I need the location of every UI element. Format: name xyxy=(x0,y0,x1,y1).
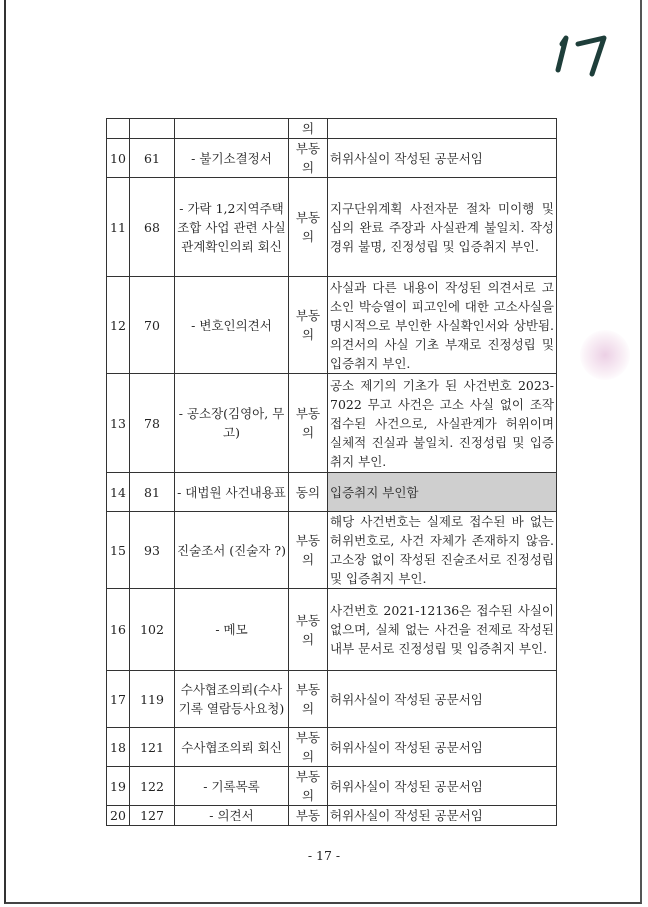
table-row xyxy=(107,806,557,826)
cell-page: 102 xyxy=(130,589,175,671)
page-number: - 17 - xyxy=(307,848,341,863)
cell-status: 부동의 xyxy=(289,178,328,277)
cell-no: 14 xyxy=(107,473,130,512)
table-row xyxy=(107,767,557,806)
cell-page: 121 xyxy=(130,728,175,767)
cell-title: 수사협조의뢰 회신 xyxy=(175,728,289,767)
cell-page: 78 xyxy=(130,374,175,473)
cell-title: - 기록목록 xyxy=(175,767,289,806)
cell-page: 61 xyxy=(130,139,175,178)
cell-reason: 허위사실이 작성된 공문서임 xyxy=(328,671,557,728)
cell-no: 16 xyxy=(107,589,130,671)
cell-status: 동의 xyxy=(289,473,328,512)
cell-status: 부동의 xyxy=(289,374,328,473)
cell-status: 부동의 xyxy=(289,728,328,767)
cell-title: - 대법원 사건내용표 xyxy=(175,473,289,512)
evidence-table xyxy=(106,118,557,826)
cell-reason: 허위사실이 작성된 공문서임 xyxy=(328,806,557,826)
cell-title: - 의견서 xyxy=(175,806,289,826)
cell-reason: 사실과 다른 내용이 작성된 의견서로 고소인 박승열이 피고인에 대한 고소사실을 명시적으로 부인한 사실확인서와 상반됨. 의견서의 사실 기초 부재로 진정성립 및 입증취지 부인. xyxy=(328,277,557,374)
table-row xyxy=(107,139,557,178)
cell-page: 81 xyxy=(130,473,175,512)
cell-title: 진술조서 (진술자 ?) xyxy=(175,512,289,589)
table-row xyxy=(107,277,557,374)
cell-page: 70 xyxy=(130,277,175,374)
table-row-partial xyxy=(107,119,557,139)
table-row xyxy=(107,512,557,589)
cell-status: 부동의 xyxy=(289,767,328,806)
cell-no: 12 xyxy=(107,277,130,374)
cell-status: 부동의 xyxy=(289,512,328,589)
cell-reason: 입증취지 부인함 xyxy=(328,473,557,512)
cell-title: - 메모 xyxy=(175,589,289,671)
cell-page xyxy=(130,119,175,139)
cell-reason xyxy=(328,119,557,139)
cell-reason: 공소 제기의 기초가 된 사건번호 2023-7022 무고 사건은 고소 사실 없이 조작 접수된 사건으로, 사실관계가 허위이며 실체적 진실과 불일치. 진정성립 및 입증취지 부인. xyxy=(328,374,557,473)
cell-no: 11 xyxy=(107,178,130,277)
cell-no xyxy=(107,119,130,139)
cell-status: 부동 xyxy=(289,806,328,826)
cell-no: 15 xyxy=(107,512,130,589)
cell-page: 93 xyxy=(130,512,175,589)
cell-title: - 공소장(김영아, 무고) xyxy=(175,374,289,473)
table-row xyxy=(107,589,557,671)
cell-no: 13 xyxy=(107,374,130,473)
cell-status: 의 xyxy=(289,119,328,139)
table-row xyxy=(107,473,557,512)
cell-status: 부동의 xyxy=(289,671,328,728)
table-row xyxy=(107,374,557,473)
cell-reason: 허위사실이 작성된 공문서임 xyxy=(328,139,557,178)
cell-title xyxy=(175,119,289,139)
cell-page: 68 xyxy=(130,178,175,277)
cell-title: - 가락 1,2지역주택조합 사업 관련 사실관계확인의뢰 회신 xyxy=(175,178,289,277)
cell-reason: 해당 사건번호는 실제로 접수된 바 없는 허위번호로, 사건 자체가 존재하지 않음. 고소장 없이 작성된 진술조서로 진정성립 및 입증취지 부인. xyxy=(328,512,557,589)
cell-reason: 지구단위계획 사전자문 절차 미이행 및 심의 완료 주장과 사실관계 불일치. 작성 경위 불명, 진정성립 및 입증취지 부인. xyxy=(328,178,557,277)
cell-title: - 불기소결정서 xyxy=(175,139,289,178)
ink-stain xyxy=(580,330,630,380)
cell-reason: 허위사실이 작성된 공문서임 xyxy=(328,767,557,806)
cell-no: 18 xyxy=(107,728,130,767)
cell-status: 부동의 xyxy=(289,277,328,374)
cell-title: 수사협조의뢰(수사기록 열람등사요청) xyxy=(175,671,289,728)
cell-no: 17 xyxy=(107,671,130,728)
table-row xyxy=(107,728,557,767)
cell-page: 127 xyxy=(130,806,175,826)
cell-status: 부동의 xyxy=(289,139,328,178)
cell-no: 10 xyxy=(107,139,130,178)
cell-page: 119 xyxy=(130,671,175,728)
cell-reason: 사건번호 2021-12136은 접수된 사실이 없으며, 실체 없는 사건을 전제로 작성된 내부 문서로 진정성립 및 입증취지 부인. xyxy=(328,589,557,671)
cell-no: 19 xyxy=(107,767,130,806)
table-row xyxy=(107,671,557,728)
cell-reason: 허위사실이 작성된 공문서임 xyxy=(328,728,557,767)
table-row xyxy=(107,178,557,277)
cell-title: - 변호인의견서 xyxy=(175,277,289,374)
handwritten-page-number xyxy=(548,30,618,80)
cell-page: 122 xyxy=(130,767,175,806)
cell-status: 부동의 xyxy=(289,589,328,671)
cell-no: 20 xyxy=(107,806,130,826)
